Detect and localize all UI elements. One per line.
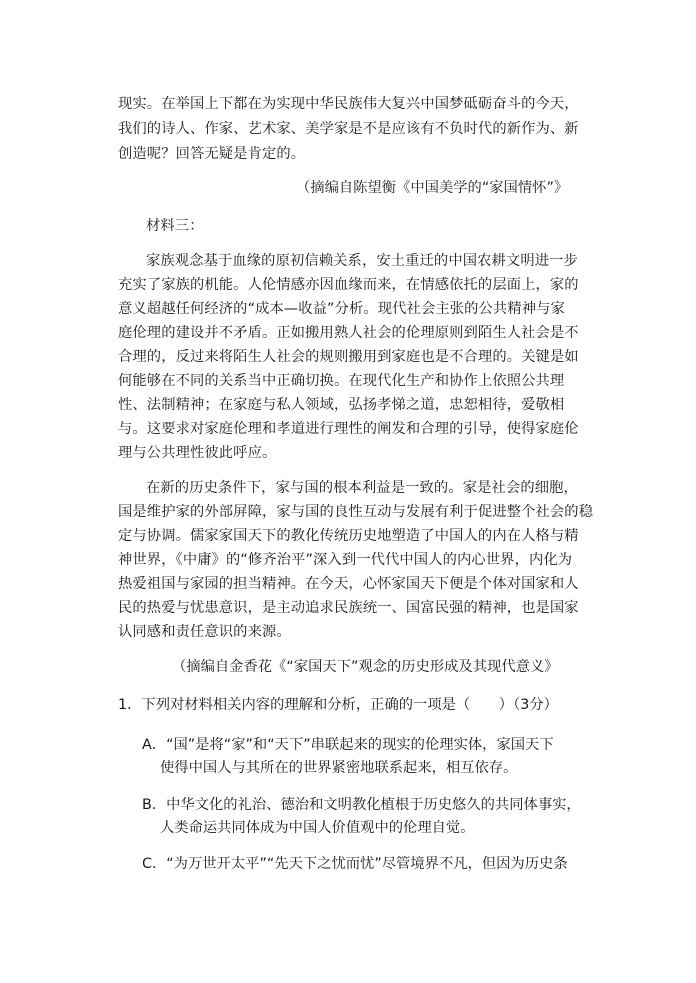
passage-line: 创造呢？回答无疑是肯定的。: [118, 146, 306, 162]
paragraph-line: 定与协调。儒家家国天下的教化传统历史地塑造了中国人的内在人格与精: [118, 528, 579, 544]
paragraph-line: 与。这要求对家庭伦理和孝道进行理性的阐发和合理的引导，使得家庭伦: [118, 421, 579, 437]
paragraph-line: 热爱祖国与家园的担当精神。在今天，心怀家国天下便是个体对国家和人: [118, 576, 579, 592]
paragraph-line: 何能够在不同的关系当中正确切换。在现代化生产和协作上依照公共理: [118, 373, 565, 389]
option-a-line: 使得中国人与其所在的世界紧密地联系起来，相互依存。: [160, 760, 518, 776]
paragraph-line: 意义超越任何经济的“成本—收益”分析。现代社会主张的公共精神与家: [118, 301, 565, 317]
paragraph-line: 合理的，反过来将陌生人社会的规则搬用到家庭也是不合理的。关键是如: [118, 349, 579, 365]
source-citation: （摘编自陈望衡《中国美学的“家国情怀”》: [296, 180, 569, 196]
source-citation: （摘编自金香花《“家国天下”观念的历史形成及其现代意义》: [172, 659, 559, 675]
paragraph-line: 在新的历史条件下，家与国的根本利益是一致的。家是社会的细胞，: [146, 480, 578, 496]
paragraph-line: 性、法制精神；在家庭与私人领域，弘扬孝悌之道，忠恕相待，爱敬相: [118, 397, 565, 413]
paragraph-line: 民的热爱与忧患意识，是主动追求民族统一、国富民强的精神，也是国家: [118, 600, 579, 616]
option-a-line: A．“国”是将“家”和“天下”串联起来的现实的伦理实体，家国天下: [142, 737, 554, 753]
paragraph-line: 庭伦理的建设并不矛盾。正如搬用熟人社会的伦理原则到陌生人社会是不: [118, 325, 579, 341]
paragraph-line: 理与公共理性彼此呼应。: [118, 445, 277, 461]
paragraph-line: 神世界，《中庸》的“修齐治平”深入到一代代中国人的内心世界，内化为: [118, 552, 573, 568]
paragraph-line: 充实了家族的机能。人伦情感亦因血缘而来，在情感依托的层面上，家的: [118, 277, 579, 293]
paragraph-line: 家族观念基于血缘的原初信赖关系，安土重迁的中国农耕文明进一步: [146, 253, 578, 269]
option-b-line: B．中华文化的礼治、德治和文明教化植根于历史悠久的共同体事实，: [142, 797, 581, 813]
paragraph-line: 认同感和责任意识的来源。: [118, 624, 291, 640]
section-heading: 材料三：: [146, 218, 204, 234]
paragraph-line: 国是维护家的外部屏障，家与国的良性互动与发展有利于促进整个社会的稳: [118, 504, 594, 520]
passage-line: 我们的诗人、作家、艺术家、美学家是不是应该有不负时代的新作为、新: [118, 121, 579, 137]
passage-line: 现实。在举国上下都在为实现中华民族伟大复兴中国梦砥砺奋斗的今天，: [118, 96, 579, 112]
option-b-line: 人类命运共同体成为中国人价值观中的伦理自觉。: [160, 820, 475, 836]
option-c-line: C．“为万世开太平”“先天下之忧而忧”尽管境界不凡，但因为历史条: [142, 856, 568, 872]
question-stem: 1．下列对材料相关内容的理解和分析，正确的一项是（ ）（3分）: [118, 697, 558, 713]
